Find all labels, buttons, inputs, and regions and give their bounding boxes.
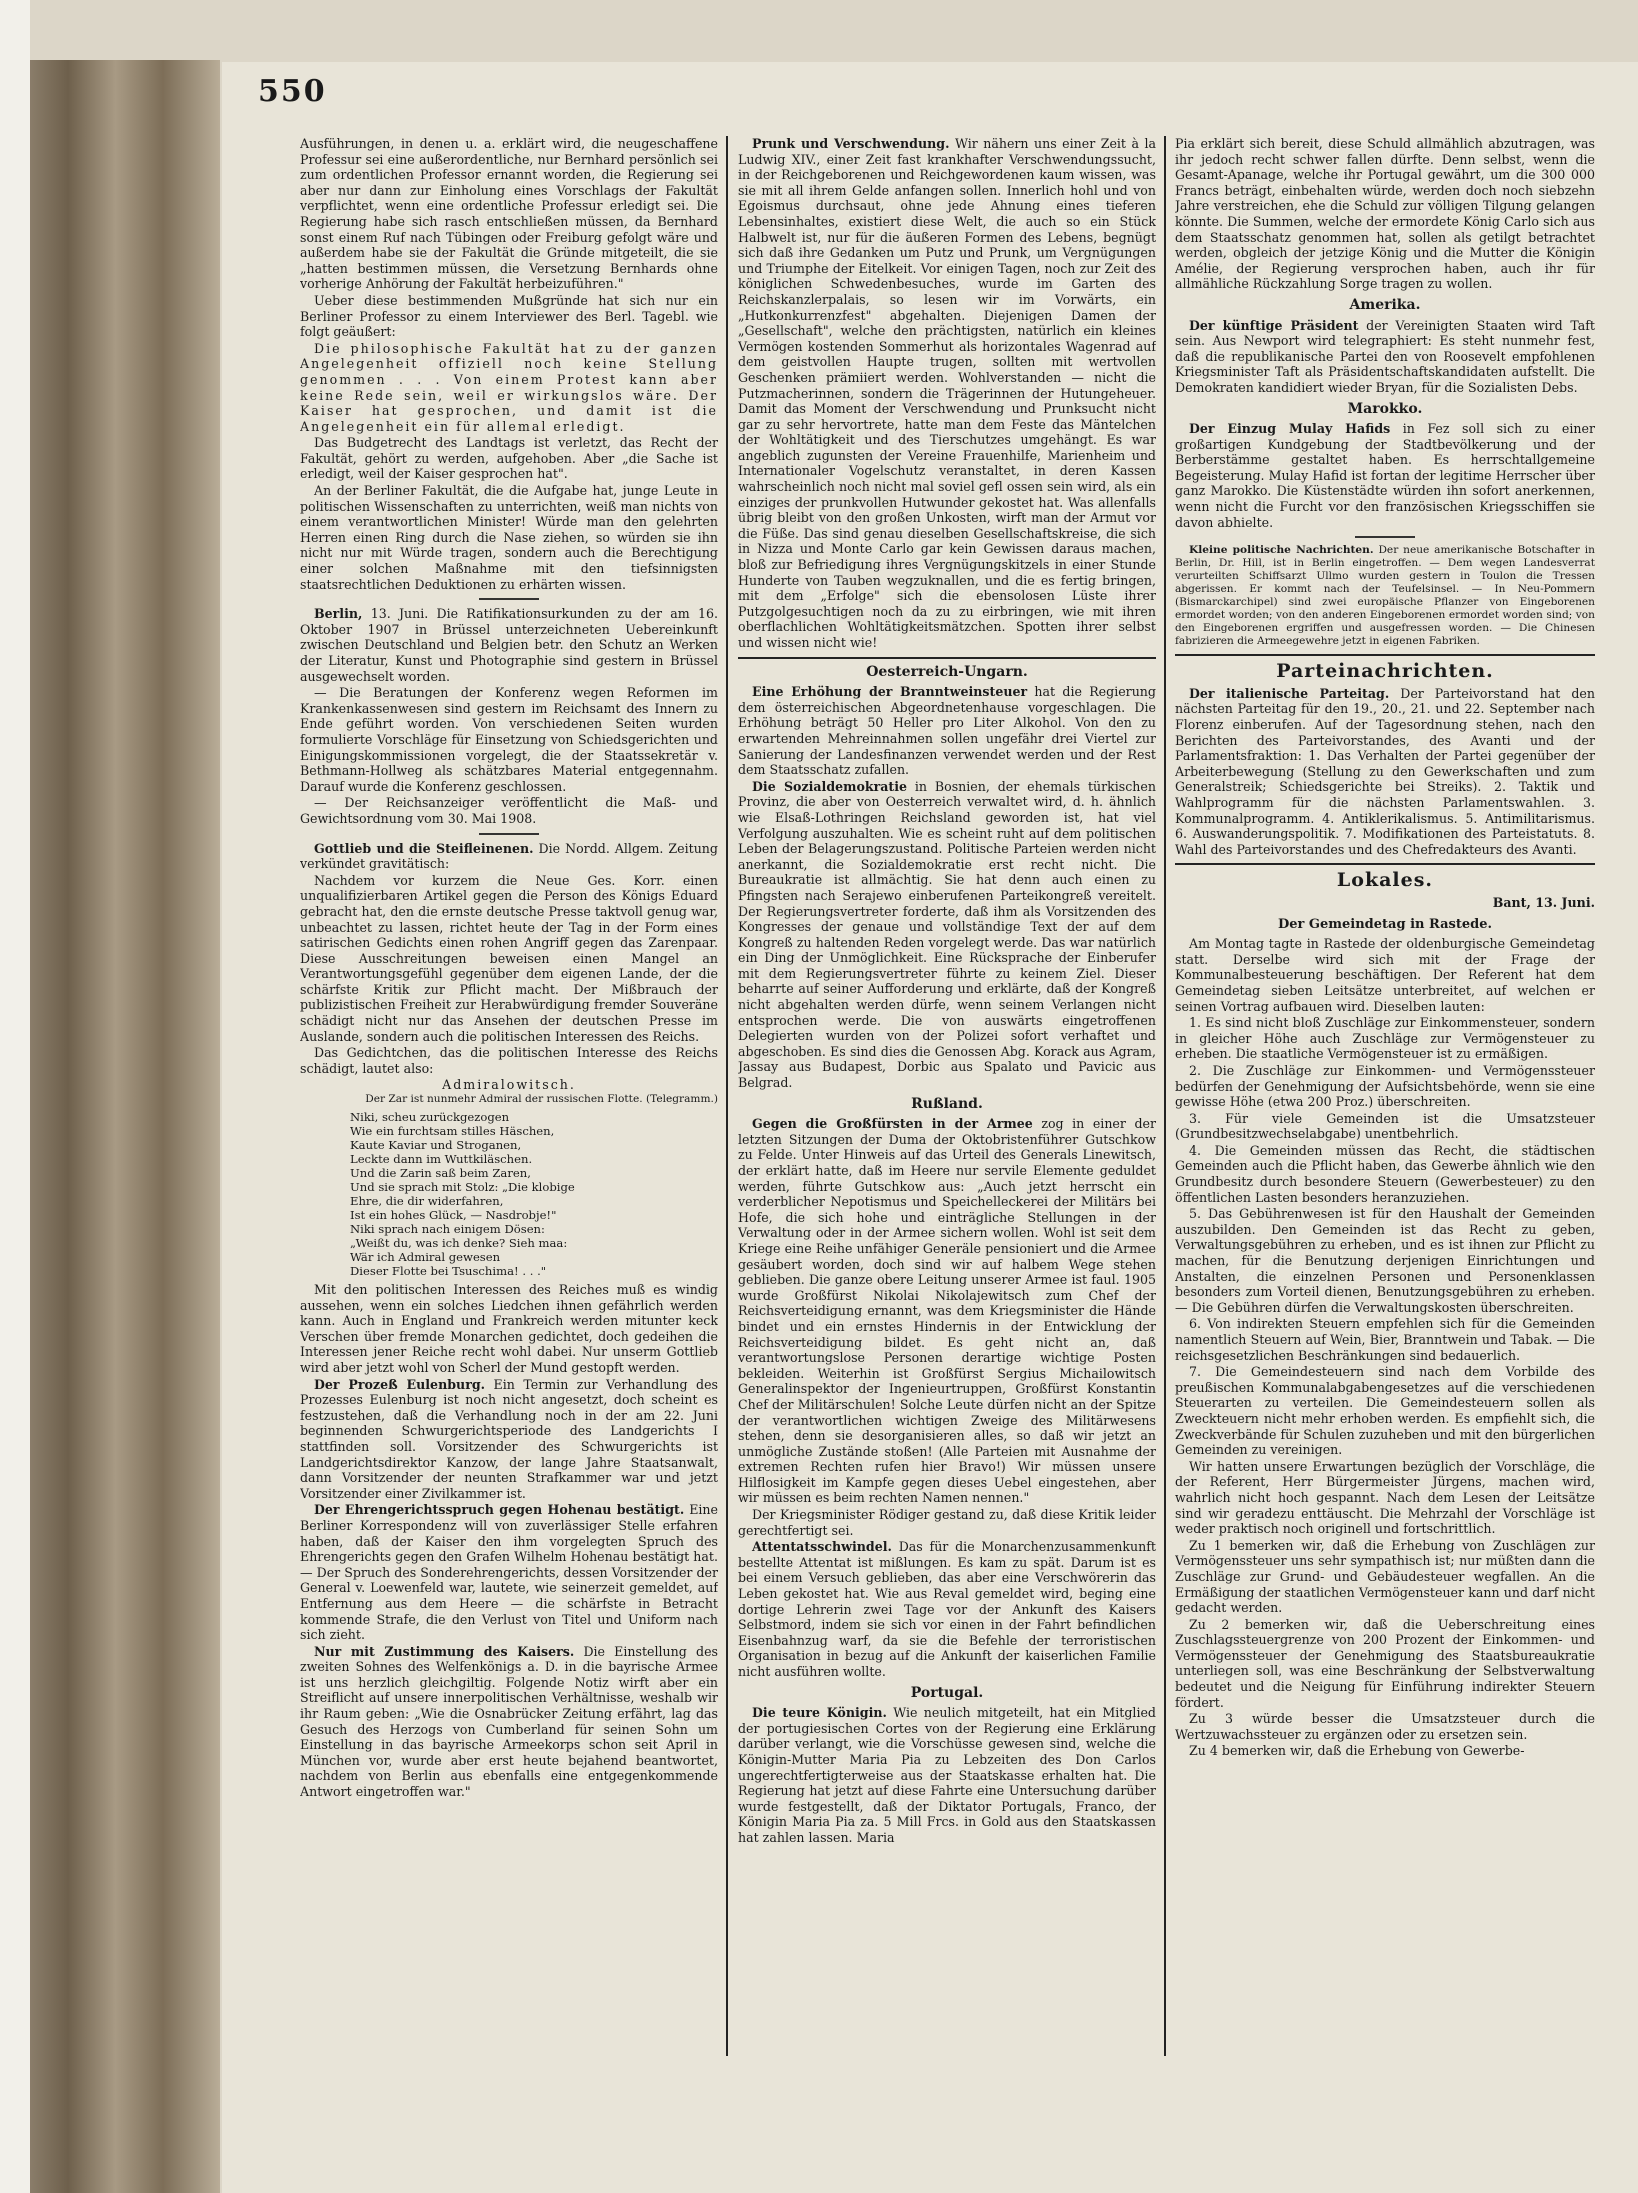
article-text: Der Parteivorstand hat den nächsten Parteitag für den 19., 20., 21. und 22. September nach Florenz einberufen. Auf der Tagesordnung stehen, nach den Berichten des Parteivorstandes, des Avanti und der Parlamentsfraktion: 1. Das Verhalten der Partei gegenüber der Arbeiterbewegung (Stellung zu den Gewerkschaften und zum Generalstreik; Schiedsgerichte bei Streiks). 2. Taktik und Wahlprogramm für die nächsten Parlamentswahlen. 3. Kommunalprogramm. 4. Antiklerikalismus. 5. Antimilitarismus. 6. Auswanderungspolitik. 7. Modifikationen des Parteistatuts. 8. Wahl des Parteivorstandes und des Chefredakteurs des Avanti. bbox=[1175, 685, 1595, 857]
poem-line: Niki sprach nach einigem Dösen: bbox=[350, 1222, 545, 1237]
book-binding bbox=[30, 60, 220, 2193]
separator bbox=[479, 598, 539, 600]
poem-line: „Weißt du, was ich denke? Sieh maa: bbox=[350, 1236, 568, 1251]
poem-line: Niki, scheu zurückgezogen bbox=[350, 1110, 510, 1125]
list-item: 6. Von indirekten Steuern empfehlen sich für die Gemeinden namentlich Steuern auf Wein, Bier, Branntwein und Tabak. — Die reichsgesetzlichen Beschränkungen sind bedauerlich. bbox=[1175, 1316, 1595, 1363]
section-heading: Rußland. bbox=[911, 1095, 983, 1112]
scan-left-margin bbox=[0, 0, 30, 2193]
list-item: 1. Es sind nicht bloß Zuschläge zur Einkommensteuer, sondern in gleicher Höhe auch Zuschläge zur Vermögensteuer zu erheben. Die staatliche Vermögensteuer ist zu ermäßigen. bbox=[1175, 1015, 1595, 1062]
section-rule bbox=[1175, 654, 1595, 656]
article-paragraph: Ausführungen, in denen u. a. erklärt wird, die neugeschaffene Professur sei eine außerordentliche, nur Bernhard persönlich sei zum ordentlichen Professor ernannt worden, die Regierung sei aber nur dann zur Einholung eines Vorschlags der Fakultät verpflichtet, wenn eine ordentliche Professur erledigt sei. Die Regierung habe sich rasch entschließen müssen, da Bernhard sonst einem Ruf nach Tübingen oder Freiburg gefolgt wäre und außerdem habe sie der Fakultät die Gründe mitgeteilt, die sie „hatten bestimmen müssen, die Versetzung Bernhards ohne vorherige Anhörung der Fakultät herbeizuführen." bbox=[300, 136, 718, 292]
poem-line: Dieser Flotte bei Tsuschima! . . ." bbox=[350, 1264, 547, 1279]
article-text: Das für die Monarchenzusammenkunft bestellte Attentat ist mißlungen. Es kam zu spät. Darum ist es bei einem Versuch geblieben, das aber eine Verschwörerin das Leben gekostet hat. Wie aus Reval gemeldet wird, beging eine dortige Lehrerin zwei Tage vor der Ankunft des Kaisers Selbstmord, indem sie sich vor einen in der Fahrt befindlichen Eisenbahnzug warf, da sie die Befehle der terroristischen Organisation in bezug auf die Ankunft der kaiserlichen Familie nicht ausführen wollte. bbox=[738, 1539, 1156, 1679]
quote-paragraph: Nachdem vor kurzem die Neue Ges. Korr. einen unqualifizierbaren Artikel gegen die Person des Königs Eduard gebracht hat, den die ernste deutsche Presse taktvoll genug war, unbeachtet zu lassen, richtet heute der Tag in der Form eines satirischen Gedichts einen rohen Angriff gegen das Zarenpaar. Diese Ausschreitungen beweisen einen Mangel an Verantwortungsgefühl gegenüber dem eigenen Lande, der die schärfste Kritik zur Pflicht macht. Der Mißbrauch der publizistischen Freiheit zur Herabwürdigung fremder Souveräne schädigt nicht nur das Ansehen der deutschen Presse im Auslande, sondern auch die politischen Interessen des Reichs. bbox=[300, 872, 718, 1044]
poem-line: Wär ich Admiral gewesen bbox=[350, 1250, 501, 1265]
article-heading: Kleine politische Nachrichten. bbox=[1189, 544, 1374, 557]
article-text: zog in einer der letzten Sitzungen der Duma der Oktobristenführer Gutschkow zu Felde. Unter Hinweis auf das Urteil des Generals Linewitsch, der erklärt hatte, daß im Heere nur servile Elemente geduldet werden, führte Gutschkow aus: „Auch jetzt herrscht ein verderblicher Nepotismus und Speichelleckerei der Militärs bei Hofe, die sich hohe und einträgliche Stellungen in der Verwaltung oder in der Armee sichern wollen. Wohl ist seit dem Kriege eine Reihe unfähiger Generäle pensioniert und die Armee gesäubert worden, doch sind wir auf halbem Wege stehen geblieben. Die ganze obere Leitung unserer Armee ist faul. 1905 wurde Großfürst Nikolai Nikolajewitsch zum Chef der Reichsverteidigung ernannt, was dem Kriegsminister die Hände bindet und ein ernstes Hindernis in der Entwicklung der Reichsverteidigung bildet. Es geht nicht an, daß verantwortungslose Personen derartige wichtige Posten bekleiden. Weiterhin ist Großfürst Sergius Michailowitsch Generalinspektor der Ingenieurtruppen, Großfürst Konstantin Chef der Militärschulen! Solche Leute dürfen nicht an der Spitze der verantwortlichen wichtigen Zweige des Militärwesens stehen, denn sie desorganisieren alles, so daß wir jetzt an unmögliche Zustände stoßen! (Alle Parteien mit Ausnahme der extremen Rechten rufen hier Bravo!) Wir müssen unsere Hilflosigkeit im Kampfe gegen dieses Uebel eingestehen, aber wir müssen es beim rechten Namen nennen." bbox=[738, 1116, 1156, 1506]
section-heading: Oesterreich-Ungarn. bbox=[866, 663, 1028, 680]
article-text: Die Einstellung des zweiten Sohnes des Welfenkönigs a. D. in die bayrische Armee ist uns herzlich gleichgiltig. Folgende Notiz wirft aber ein Streiflicht auf unsere innerpolitischen Verhältnisse, weshalb wir ihr Raum geben: „Wie die Osnabrücker Zeitung erfährt, lag das Gesuch des Herzogs von Cumberland für seinen Sohn um Einstellung in das bayrische Armeekorps schon seit April in München vor, wurde aber erst heute bejahend beantwortet, nachdem von Berlin aus ebenfalls eine entgegenkommende Antwort eingetroffen war." bbox=[300, 1643, 718, 1800]
article-heading: Der Einzug Mulay Hafids bbox=[1189, 421, 1391, 437]
poem-line: Wie ein furchtsam stilles Häschen, bbox=[350, 1124, 555, 1139]
article-paragraph: Pia erklärt sich bereit, diese Schuld allmählich abzutragen, was ihr jedoch recht schwer fallen dürfte. Denn selbst, wenn die Gesamt-Apanage, welche ihr Portugal gewährt, um die 300 000 Francs beträgt, einbehalten würde, werden doch noch siebzehn Jahre verstreichen, ehe die Schuld zur völligen Tilgung gelangen könnte. Die Summen, welche der ermordete König Carlo sich aus dem Staatsschatz genommen hat, sollen als getilgt betrachtet werden, obgleich der jetzige König und die Mutter die Königin Amélie, der Regierung versprochen haben, auch ihr für allmähliche Rückzahlung Sorge tragen zu wollen. bbox=[1175, 136, 1595, 292]
article-paragraph: Das Budgetrecht des Landtags ist verletzt, das Recht der Fakultät, gehört zu werden, aufgehoben. Aber „die Sache ist erledigt, weil der Kaiser gesprochen hat". bbox=[300, 435, 718, 482]
article-paragraph: Wir hatten unsere Erwartungen bezüglich der Vorschläge, die der Referent, Herr Bürgermeister Jürgens, machen wird, wahrlich nicht hoch gespannt. Nach dem Lesen der Leitsätze sind wir geradezu enttäuscht. Die Mehrzahl der Vorschläge ist weder praktisch noch originell und fortschrittlich. bbox=[1175, 1458, 1595, 1537]
article-paragraph: Zu 4 bemerken wir, daß die Erhebung von Gewerbe- bbox=[1189, 1743, 1525, 1759]
section-heading: Amerika. bbox=[1349, 296, 1421, 313]
column-1 bbox=[300, 136, 718, 2076]
article-text: in Fez soll sich zu einer großartigen Kundgebung der Stadtbevölkerung und der Berberstämme gestaltet haben. Es herrschtallgemeine Begeisterung. Mulay Hafid ist fortan der legitime Herrscher über ganz Marokko. Die Küstenstädte würden ihn sofort anerkennen, wenn nicht die Furcht vor den französischen Kriegsschiffen sie davon abhielte. bbox=[1175, 421, 1595, 530]
article-paragraph: Zu 3 würde besser die Umsatzsteuer durch die Wertzuwachssteuer zu ergänzen oder zu ersetzen sein. bbox=[1175, 1711, 1595, 1742]
list-item: 5. Das Gebührenwesen ist für den Haushalt der Gemeinden auszubilden. Den Gemeinden ist das Recht zu geben, Verwaltungsgebühren zu erheben, und es ist ihnen zur Pflicht zu machen, für die Benutzung derjenigen Einrichtungen und Anstalten, die einzelnen Personen und Personenklassen besonders zum Vorteil dienen, Benutzungsgebühren zu erheben. — Die Gebühren dürfen die Verwaltungskosten überschreiten. bbox=[1175, 1206, 1595, 1315]
poem-line: Und die Zarin saß beim Zaren, bbox=[350, 1166, 531, 1181]
section-heading: Lokales. bbox=[1336, 869, 1434, 892]
article-paragraph: Ueber diese bestimmenden Mußgründe hat sich nur ein Berliner Professor zu einem Interviewer des Berl. Tagebl. wie folgt geäußert: bbox=[300, 292, 718, 340]
article-text: Die Nordd. Allgem. Zeitung verkündet gravitätisch: bbox=[300, 840, 718, 872]
article-paragraph: An der Berliner Fakultät, die die Aufgabe hat, junge Leute in politischen Wissenschaften zu unterrichten, weiß man nichts von einem verantwortlichen Minister! Würde man den gelehrten Herren einen Ring durch die Nase ziehen, so würden sie ihn nicht nur mit Würde tragen, sondern auch die Berechtigung einer solchen Maßnahme mit den tiefsinnigsten staatsrechtlichen Deduktionen zu erhärten wissen. bbox=[300, 483, 718, 592]
article-heading: Gegen die Großfürsten in der Armee bbox=[752, 1116, 1033, 1132]
article-text: in Bosnien, der ehemals türkischen Provinz, die aber von Oesterreich verwaltet wird, d. h. ähnlich wie Elsaß-Lothringen Reichsland geworden ist, hat viel Verfolgung auszuhalten. Wie es scheint ruht auf dem politischen Leben der Belagerungszustand. Politische Parteien werden nicht anerkannt, die Sozialdemokratie erst recht nicht. Die Bureaukratie ist allmächtig. Sie hat denn auch einen zu Pfingsten nach Serajewo einberufenen Parteikongreß vereitelt. Der Regierungsvertreter forderte, daß ihm als Vorsitzenden des Kongresses der genaue und vollständige Text der auf dem Kongreß zu haltenden Reden vorgelegt werde. Das war natürlich ein Ding der Unmöglichkeit. Eine Rücksprache der Einberufer mit dem Regierungsvertreter führte zu keinem Ziel. Dieser beharrte auf seiner Aufforderung und erklärte, daß der Kongreß nicht abgehalten werden dürfe, wenn seinem Verlangen nicht entsprochen werde. Die von auswärts eingetroffenen Delegierten wurden von der Polizei sofort verhaftet und abgeschoben. Es sind dies die Genossen Abg. Korack aus Agram, Jassay aus Budapest, Dorbic aus Spalato und Pavicic aus Belgrad. bbox=[738, 778, 1156, 1091]
article-heading: Gottlieb und die Steifleinenen. bbox=[314, 840, 534, 856]
section-rule bbox=[738, 657, 1156, 659]
poem-line: Ehre, die dir widerfahren, bbox=[350, 1194, 504, 1209]
section-heading: Marokko. bbox=[1347, 400, 1423, 417]
article-paragraph: — Die Beratungen der Konferenz wegen Reformen im Krankenkassenwesen sind gestern im Reichsamt des Innern zu Ende geführt worden. Von verschiedenen Seiten wurden formulierte Vorschläge für Einsetzung von Schiedsgerichten und Einigungskommissionen vorgelegt, die der Staatssekretär v. Bethmann-Hollweg als schätzbares Material entgegennahm. Darauf wurde die Konferenz geschlossen. bbox=[300, 685, 718, 794]
poem-line: Und sie sprach mit Stolz: „Die klobige bbox=[350, 1180, 575, 1195]
section-heading: Portugal. bbox=[910, 1684, 984, 1701]
dateline: Bant, 13. Juni. bbox=[1492, 894, 1595, 910]
poem-epigraph: Der Zar ist nunmehr Admiral der russischen Flotte. (Telegramm.) bbox=[365, 1093, 718, 1106]
list-item: 2. Die Zuschläge zur Einkommen- und Vermögenssteuer bedürfen der Genehmigung der Aufsichtsbehörde, wenn sie eine gewisse Höhe (etwa 200 Proz.) überschreiten. bbox=[1175, 1062, 1595, 1110]
article-paragraph: Das Gedichtchen, das die politischen Interesse des Reichs schädigt, lautet also: bbox=[300, 1045, 718, 1076]
page-number: 550 bbox=[258, 74, 327, 109]
article-heading: Der Ehrengerichtsspruch gegen Hohenau bestätigt. bbox=[314, 1502, 685, 1518]
column-3 bbox=[1175, 136, 1595, 2076]
article-paragraph: Am Montag tagte in Rastede der oldenburgische Gemeindetag statt. Derselbe wird sich mit der Frage der Kommunalbesteuerung beschäftigen. Der Referent hat dem Gemeindetag sieben Leitsätze unterbreitet, auf welchen er seinen Vortrag aufbauen wird. Dieselben lauten: bbox=[1175, 936, 1595, 1014]
article-text: 13. Juni. Die Ratifikationsurkunden zu der am 16. Oktober 1907 in Brüssel unterzeichneten Uebereinkunft zwischen Deutschland und Belgien betr. den Schutz an Werken der Literatur, Kunst und Photographie sind gestern in Brüssel ausgewechselt worden. bbox=[300, 606, 718, 684]
article-text: Wie neulich mitgeteilt, hat ein Mitglied der portugiesischen Cortes von der Regierung eine Erklärung darüber verlangt, wie die Vorschüsse gewesen sind, welche die Königin-Mutter Maria Pia zu Lebzeiten des Don Carlos ungerechtfertigterweise aus der Staatskasse erhalten hat. Die Regierung hat jetzt auf diese Fahrte eine Untersuchung darüber wurde festgestellt, daß der Diktator Portugals, Franco, der Königin Maria Pia za. 5 Mill Frcs. in Gold aus den Staatskassen hat zahlen lassen. Maria bbox=[738, 1705, 1156, 1845]
column-2 bbox=[738, 136, 1156, 2076]
quote-paragraph: Die philosophische Fakultät hat zu der ganzen Angelegenheit offiziell noch keine Stellung genommen . . . Von einem Protest kann aber keine Rede sein, weil er wirkungslos wäre. Der Kaiser hat gesprochen, und damit ist die Angelegenheit ein für allemal erledigt. bbox=[300, 340, 718, 434]
poem bbox=[350, 1110, 718, 1278]
poem-line: Leckte dann im Wuttkiläschen. bbox=[350, 1152, 533, 1167]
article-heading: Die teure Königin. bbox=[752, 1705, 887, 1721]
poem-title: Admiralowitsch. bbox=[442, 1077, 576, 1093]
poem-line: Kaute Kaviar und Stroganen, bbox=[350, 1138, 522, 1153]
article-heading: Der italienische Parteitag. bbox=[1189, 685, 1390, 701]
poem-line: Ist ein hohes Glück, — Nasdrobje!" bbox=[350, 1208, 557, 1223]
article-paragraph: Der Kriegsminister Rödiger gestand zu, daß diese Kritik leider gerechtfertigt sei. bbox=[738, 1507, 1156, 1538]
article-paragraph: — Der Reichsanzeiger veröffentlicht die Maß- und Gewichtsordnung vom 30. Mai 1908. bbox=[300, 795, 718, 826]
article-paragraph: Mit den politischen Interessen des Reiches muß es windig aussehen, wenn ein solches Liedchen ihnen gefährlich werden kann. Auch in England und Frankreich werden mitunter keck Verschen über fremde Monarchen gedichtet, doch gedeihen die Interessen jener Reiche recht wohl dabei. Nur unserm Gottlieb wird aber jetzt wohl von Scherl der Mund gestopft werden. bbox=[300, 1282, 718, 1375]
article-text: hat die Regierung dem österreichischen Abgeordnetenhause vorgeschlagen. Die Erhöhung beträgt 50 Heller pro Liter Alkohol. Von den zu erwartenden Mehreinnahmen sollen ungefähr drei Viertel zur Sanierung der Landesfinanzen verwendet werden und der Rest dem Staatsschatz zufallen. bbox=[738, 684, 1156, 778]
list-item: 4. Die Gemeinden müssen das Recht, die städtischen Gemeinden auch die Pflicht haben, das Gewerbe ähnlich wie den Grundbesitz durch besondere Steuern (Gewerbesteuer) zu den öffentlichen Lasten besonders heranzuziehen. bbox=[1175, 1142, 1595, 1205]
article-heading: Der Prozeß Eulenburg. bbox=[314, 1376, 486, 1392]
separator bbox=[479, 833, 539, 835]
section-rule bbox=[1175, 863, 1595, 865]
section-heading: Parteinachrichten. bbox=[1276, 660, 1494, 683]
article-heading: Der künftige Präsident bbox=[1189, 317, 1359, 333]
article-heading: Nur mit Zustimmung des Kaisers. bbox=[314, 1643, 575, 1659]
column-rule bbox=[726, 136, 728, 2056]
article-heading: Berlin, bbox=[314, 606, 363, 622]
article-paragraph: Zu 1 bemerken wir, daß die Erhebung von Zuschlägen zur Vermögenssteuer uns sehr sympathisch ist; nur müßten dann die Zuschläge zur Grund- und Gebäudesteuer wegfallen. An die Ermäßigung der staatlichen Vermögensteuer kann und darf nicht gedacht werden. bbox=[1175, 1537, 1595, 1616]
article-heading: Eine Erhöhung der Branntweinsteuer bbox=[752, 684, 1028, 700]
article-text: Eine Berliner Korrespondenz will von zuverlässiger Stelle erfahren haben, daß der Kaiser den ihm vorgelegten Spruch des Ehrengerichts gegen den Grafen Wilhelm Hohenau bestätigt hat. — Der Spruch des Sonderehrengerichts, dessen Vorsitzender der General v. Loewenfeld war, lautete, wie seinerzeit gemeldet, auf Entfernung aus dem Heere — die schärfste in Betracht kommende Strafe, die den Verlust von Titel und Uniform nach sich zieht. bbox=[300, 1502, 718, 1643]
article-heading: Prunk und Verschwendung. bbox=[752, 136, 950, 151]
article-paragraph: Zu 2 bemerken wir, daß die Ueberschreitung eines Zuschlagssteuergrenze von 200 Prozent der Einkommen- und Vermögenssteuer der Genehmigung des Staatsbureaukratie unterliegen soll, was eine Beschränkung der Selbstverwaltung bedeutet und die Neigung für Einführung indirekter Steuern fördert. bbox=[1175, 1616, 1595, 1710]
article-text: der Vereinigten Staaten wird Taft sein. Aus Newport wird telegraphiert: Es steht nunmehr fest, daß die republikanische Partei den von Roosevelt empfohlenen Kriegsminister Taft als Präsidentschaftskandidaten aufstellt. Die Demokraten kandidiert wieder Bryan, für die Sozialisten Debs. bbox=[1175, 317, 1595, 395]
article-heading: Attentatsschwindel. bbox=[752, 1539, 892, 1555]
article-heading: Die Sozialdemokratie bbox=[752, 778, 908, 794]
list-item: 7. Die Gemeindesteuern sind nach dem Vorbilde des preußischen Kommunalabgabengesetzes auf die verschiedenen Steuerarten zu verteilen. Die Gemeindesteuern sollen als Zweckteuern nicht mehr erhoben werden. Es empfiehlt sich, die Zweckverbände für Schulen zuzuheben und mit den bürgerlichen Gemeinden zu vereinigen. bbox=[1175, 1364, 1595, 1458]
list-item: 3. Für viele Gemeinden ist die Umsatzsteuer (Grundbesitzwechselabgabe) unentbehrlich. bbox=[1175, 1110, 1595, 1142]
column-rule bbox=[1164, 136, 1166, 2056]
separator bbox=[1355, 536, 1415, 538]
article-text: Der neue amerikanische Botschafter in Berlin, Dr. Hill, ist in Berlin eingetroffen. — Dem wegen Landesverrat verurteilten Schiffsarzt Ullmo wurden gestern in Toulon die Tressen abgerissen. Er kommt nach der Teufelsinsel. — In Neu-Pommern (Bismarckarchipel) sind zwei europäische Pflanzer von Eingeborenen ermordet worden; von den anderen Eingeborenen ermordet worden sind; von den Eingeborenen ergriffen und ausgefressen worden. — Die Chinesen fabrizieren die Armeegewehre jetzt in eigenen Fabriken. bbox=[1175, 544, 1595, 648]
article-heading: Der Gemeindetag in Rastede. bbox=[1277, 916, 1493, 932]
article-text: Wir nähern uns einer Zeit à la Ludwig XIV., einer Zeit fast krankhafter Verschwendungssucht, in der Reichgeborenen und Reichgewordenen kaum wissen, was sie mit all ihrem Gelde anfangen sollen. Innerlich hohl und von Egoismus durchsaut, ohne jede Ahnung eines tieferen Lebensinhaltes, existiert diese Welt, die auch so ein Stück Halbwelt ist, nur für die äußeren Formen des Lebens, begnügt sich daß ihre Gedanken um Putz und Prunk, um Vergnügungen und Triumphe der Eitelkeit. Vor einigen Tagen, noch zur Zeit des königlichen Schwedenbesuches, wurde im Garten des Reichskanzlerpalais, so lesen wir im Vorwärts, ein „Hutkonkurrenzfest" abgehalten. Diejenigen Damen der „Gesellschaft", welche den prächtigsten, natürlich ein kleines Vermögen kostenden Sommerhut als horizontales Wagenrad auf dem geistvollen Haupte trugen, sollten mit wertvollen Geschenken prämiiert werden. Wohlverstanden — nicht die Putzmacherinnen, sondern die Trägerinnen der Hutungeheuer. Damit das Moment der Verschwendung und Prunksucht nicht gar zu sehr hervortrete, hatte man dem Feste das Mäntelchen der Wohltätigkeit und des Tierschutzes umgehängt. Es war angeblich zugunsten der Vereine Frauenhilfe, Marienheim und Internationaler Vogelschutz veranstaltet, in deren Kassen wahrscheinlich noch nicht mal soviel gefl ossen sein wird, als ein einziges der prunkvollen Hutwunder gekostet hat. Was allenfalls übrig bleibt von den großen Unkosten, wirft man der Armut vor die Füße. Das sind genau dieselben Gesellschaftskreise, die sich in Nizza und Monte Carlo gar kein Gewissen daraus machen, bloß zur Befriedigung ihres Vergnügungskitzels in einer Stunde Hunderte von Tauben wegzuknallen, und die es fertig bringen, mit dem „Erfolge" sich die ebensolosen Lüste ihrer Putzgolgesuchtigen noch da zu zu eirbringen, wie mit ihren oberflachlichen Wohltätigkeitsmätzchen. Spotten ihrer selbst und wissen nicht wie! bbox=[738, 136, 1156, 650]
article-text: Ein Termin zur Verhandlung des Prozesses Eulenburg ist noch nicht angesetzt, doch scheint es festzustehen, daß die Verhandlung noch in der am 22. Juni beginnenden Schwurgerichtsperiode des Landgerichts I stattfinden soll. Vorsitzender des Schwurgerichts ist Landgerichtsdirektor Kanzow, der lange Jahre Staatsanwalt, dann Vorsitzender der neunten Strafkammer war und jetzt Vorsitzender einer Zivilkammer ist. bbox=[300, 1376, 718, 1501]
